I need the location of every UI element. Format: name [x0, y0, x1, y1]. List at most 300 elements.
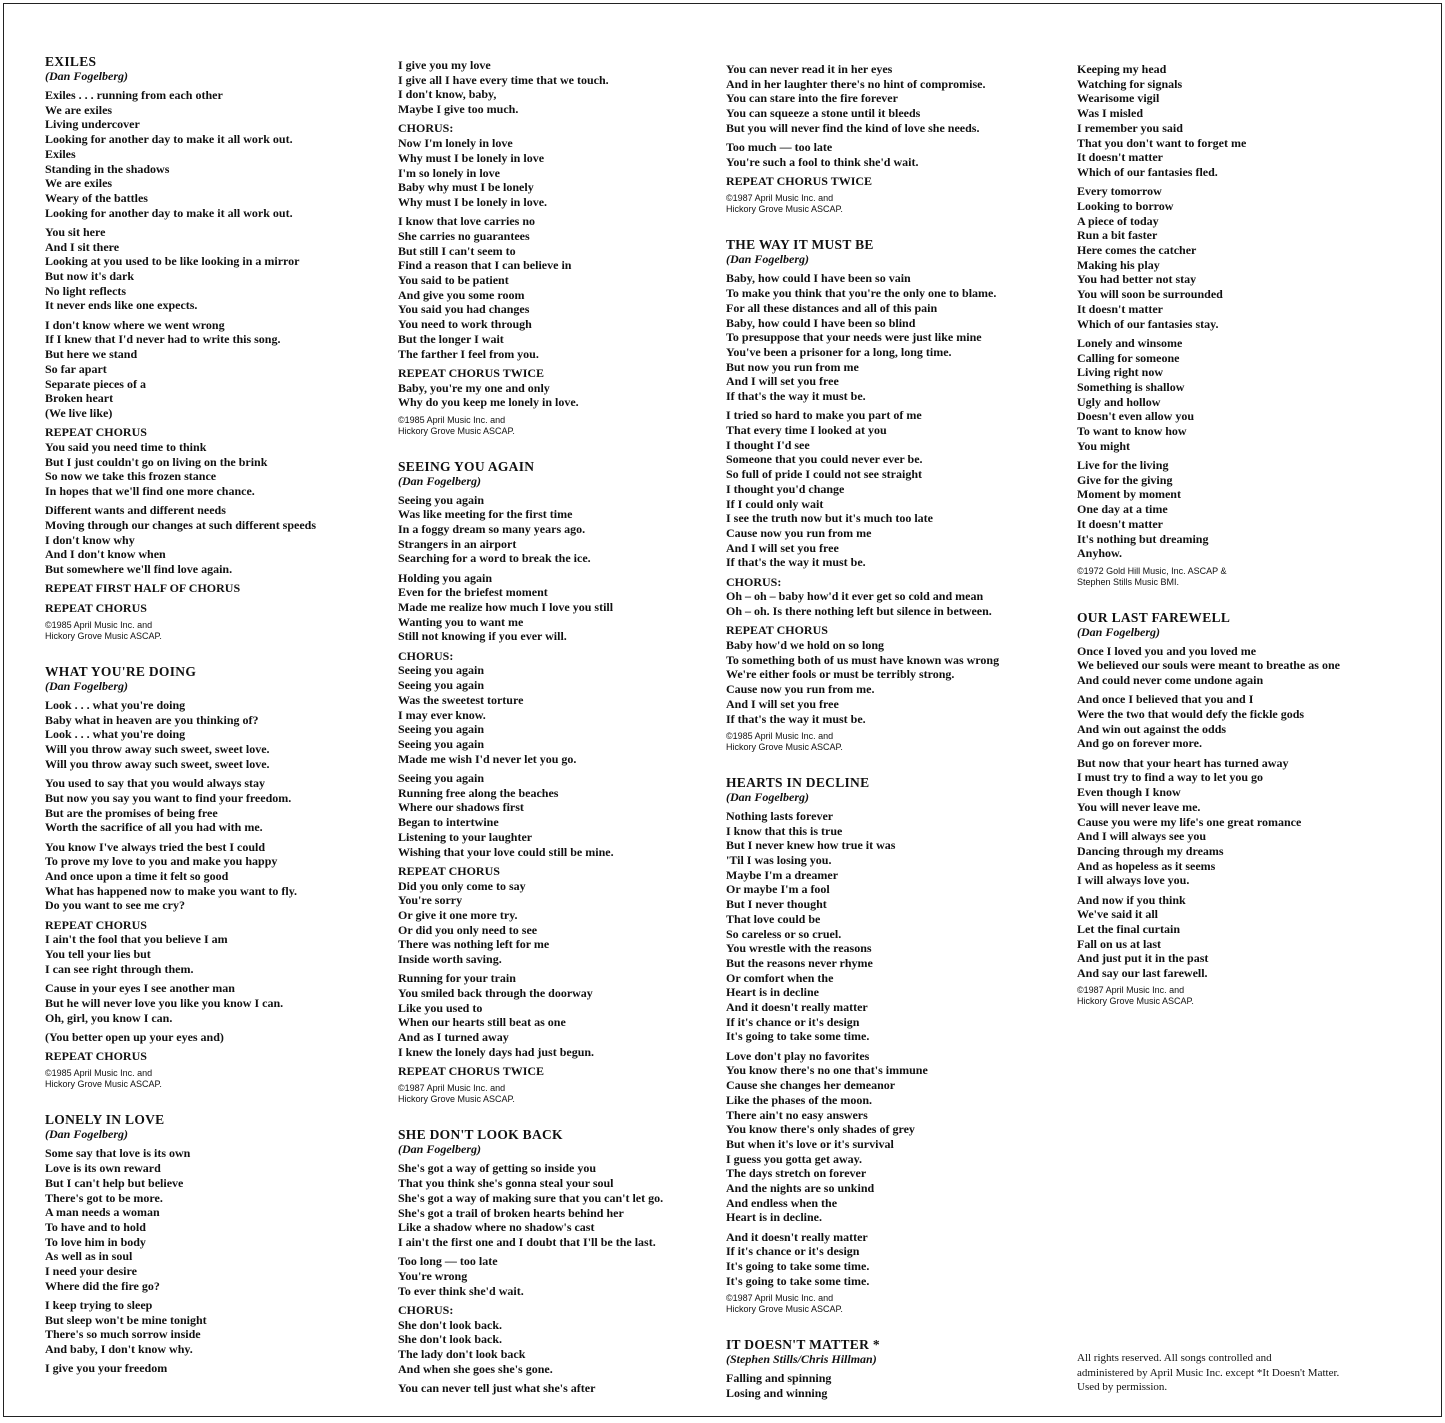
lyric-line: Seeing you again	[398, 492, 485, 507]
lyric-line: And just put it in the past	[1077, 951, 1209, 966]
lyric-line: You know there's only shades of grey	[726, 1122, 915, 1137]
lyric-line: Lonely and winsome	[1077, 335, 1183, 350]
lyric-line: I know that this is true	[726, 823, 843, 838]
lyric-line: Cause now you run from me.	[726, 682, 875, 697]
lyric-line: Baby what in heaven are you thinking of?	[45, 712, 259, 727]
lyric-line: We've said it all	[1077, 907, 1158, 922]
copyright-note	[1077, 566, 1397, 588]
lyric-line: But sleep won't be mine tonight	[45, 1312, 207, 1327]
lyric-line: REPEAT CHORUS	[45, 600, 147, 615]
lyric-line: Did you only come to say	[398, 878, 526, 893]
stanza	[726, 408, 1056, 570]
lyric-line: Why must I be lonely in love	[398, 150, 545, 165]
lyric-line: You said you need time to think	[45, 439, 207, 454]
lyric-line: Wearisome vigil	[1077, 91, 1160, 106]
lyric-line: That love could be	[726, 911, 821, 926]
lyric-line: To something both of us must have known was wrong	[726, 652, 1000, 667]
lyric-line: I can see right through them.	[45, 961, 194, 976]
lyric-line: The lady don't look back	[398, 1347, 526, 1362]
copyright-note	[726, 193, 1056, 215]
lyric-line: CHORUS:	[398, 121, 454, 136]
lyric-line: Let the final curtain	[1077, 922, 1180, 937]
song-block	[398, 58, 718, 437]
lyric-line: And go on forever more.	[1077, 736, 1202, 751]
song-block	[1077, 62, 1397, 588]
copyright-note	[726, 731, 1056, 753]
lyric-line: I know that love carries no	[398, 214, 535, 229]
stanza	[398, 366, 718, 410]
footer-line: All rights reserved. All songs controlled and	[1077, 1352, 1272, 1364]
lyric-line: You're wrong	[398, 1268, 468, 1283]
lyric-line: Watching for signals	[1077, 76, 1183, 91]
lyric-line: You sit here	[45, 224, 106, 239]
lyric-line: We believed our souls were meant to breathe as one	[1077, 658, 1340, 673]
lyric-line: Seeing you again	[398, 678, 485, 693]
lyric-line: And I sit there	[45, 239, 120, 254]
song-title: IT DOESN'T MATTER *	[726, 1337, 880, 1353]
lyric-line: But you will never find the kind of love she needs.	[726, 120, 980, 135]
lyric-line: To ever think she'd wait.	[398, 1283, 524, 1298]
lyric-line: So now we take this frozen stance	[45, 469, 217, 484]
song-title: LONELY IN LOVE	[45, 1112, 165, 1128]
lyric-line: REPEAT CHORUS	[45, 425, 147, 440]
lyric-line: It's going to take some time.	[726, 1029, 870, 1044]
lyric-line: And I will always see you	[1077, 829, 1207, 844]
lyric-line: Will you throw away such sweet, sweet love.	[45, 756, 270, 771]
lyric-line: Still not knowing if you ever will.	[398, 629, 567, 644]
stanza	[726, 174, 1056, 189]
stanza	[726, 271, 1056, 403]
lyric-line: So full of pride I could not see straight	[726, 467, 923, 482]
lyric-line: Listening to your laughter	[398, 829, 533, 844]
lyric-line: Or give it one more try.	[398, 907, 518, 922]
lyric-line: And the nights are so unkind	[726, 1181, 875, 1196]
lyric-line: She's got a way of getting so inside you	[398, 1161, 597, 1176]
lyric-line: I ain't the first one and I doubt that I'll be the last.	[398, 1234, 656, 1249]
lyric-line: Even for the briefest moment	[398, 585, 548, 600]
lyric-line: But now that your heart has turned away	[1077, 755, 1289, 770]
stanza	[398, 864, 718, 967]
lyric-line: Different wants and different needs	[45, 503, 226, 518]
song-block	[45, 1112, 375, 1376]
lyric-line: Once I loved you and you loved me	[1077, 643, 1257, 658]
lyric-line: You used to say that you would always stay	[45, 776, 266, 791]
stanza	[398, 214, 718, 361]
copyright-line: ©1987 April Music Inc. and	[398, 1083, 506, 1094]
lyric-line: But I just couldn't go on living on the brink	[45, 454, 268, 469]
lyric-line: Oh, girl, you know I can.	[45, 1010, 173, 1025]
song-author: (Dan Fogelberg)	[398, 1142, 481, 1157]
lyric-line: She don't look back.	[398, 1332, 503, 1347]
lyric-line: I don't know why	[45, 532, 135, 547]
lyric-line: We are exiles	[45, 102, 113, 117]
lyric-line: Inside worth saving.	[398, 952, 502, 967]
lyric-line: For all these distances and all of this pain	[726, 300, 938, 315]
lyric-line: There's so much sorrow inside	[45, 1327, 201, 1342]
lyric-line: Give for the giving	[1077, 472, 1173, 487]
lyric-line: Holding you again	[398, 570, 493, 585]
lyric-line: You said to be patient	[398, 273, 509, 288]
lyric-line: You know there's no one that's immune	[726, 1063, 928, 1078]
lyric-line: One day at a time	[1077, 502, 1168, 517]
lyric-line: Someone that you could never ever be.	[726, 452, 923, 467]
stanza	[726, 1371, 1056, 1400]
copyright-line: Hickory Grove Music ASCAP.	[45, 1079, 162, 1090]
copyright-line: ©1972 Gold Hill Music, Inc. ASCAP &	[1077, 565, 1227, 576]
lyric-line: So far apart	[45, 361, 107, 376]
lyric-line: CHORUS:	[398, 648, 454, 663]
lyric-line: Was the sweetest torture	[398, 692, 524, 707]
song-block	[726, 775, 1056, 1315]
lyric-line: And say our last farewell.	[1077, 966, 1208, 981]
lyric-line: Something is shallow	[1077, 379, 1185, 394]
lyric-line: But still I can't seem to	[398, 243, 516, 258]
lyrics-column-3	[726, 62, 1056, 1423]
lyric-line: Cause now you run from me	[726, 525, 872, 540]
lyric-line: And I will set you free	[726, 374, 839, 389]
song-block	[398, 459, 718, 1106]
lyric-line: Like you used to	[398, 1000, 483, 1015]
lyric-line: Broken heart	[45, 391, 114, 406]
lyric-line: (You better open up your eyes and)	[45, 1029, 224, 1044]
lyric-line: I need your desire	[45, 1264, 137, 1279]
song-author: (Dan Fogelberg)	[726, 252, 809, 267]
lyric-line: Some say that love is its own	[45, 1146, 191, 1161]
stanza	[45, 776, 375, 835]
lyric-line: I must try to find a way to let you go	[1077, 770, 1263, 785]
lyric-line: Exiles . . . running from each other	[45, 88, 223, 102]
copyright-note	[45, 620, 375, 642]
lyric-line: Baby, you're my one and only	[398, 380, 550, 395]
lyric-line: Heart is in decline.	[726, 1210, 822, 1225]
footer-line: Used by permission.	[1077, 1381, 1168, 1394]
stanza	[398, 121, 718, 209]
lyric-line: But now you say you want to find your freedom.	[45, 790, 292, 805]
stanza	[1077, 184, 1397, 331]
song-title: WHAT YOU'RE DOING	[45, 664, 197, 680]
lyric-line: I don't know where we went wrong	[45, 317, 225, 332]
lyric-line: I give you my love	[398, 58, 491, 72]
stanza	[398, 649, 718, 767]
lyric-line: Were the two that would defy the fickle gods	[1077, 706, 1305, 721]
lyric-line: Standing in the shadows	[45, 161, 170, 176]
lyric-line: To prove my love to you and make you happy	[45, 854, 278, 869]
lyric-line: What has happened now to make you want to fly.	[45, 883, 298, 898]
lyric-line: Separate pieces of a	[45, 376, 146, 391]
lyric-line: I guess you gotta get away.	[726, 1151, 863, 1166]
lyric-line: Love is its own reward	[45, 1161, 161, 1176]
stanza	[45, 1146, 375, 1293]
song-block	[398, 1127, 718, 1395]
lyric-line: Will you throw away such sweet, sweet love.	[45, 742, 270, 757]
lyric-line: Live for the living	[1077, 458, 1169, 473]
lyric-line: I thought I'd see	[726, 437, 810, 452]
lyric-line: We are exiles	[45, 176, 113, 191]
song-block	[45, 54, 375, 642]
lyric-line: And I don't know when	[45, 547, 166, 562]
lyric-line: But here we stand	[45, 347, 138, 362]
lyric-line: If it's chance or it's design	[726, 1014, 860, 1029]
lyric-line: Losing and winning	[726, 1385, 828, 1400]
stanza	[1077, 336, 1397, 454]
song-author: (Dan Fogelberg)	[398, 473, 481, 488]
lyric-line: That every time I looked at you	[726, 423, 887, 438]
lyric-line: You've been a prisoner for a long, long time.	[726, 344, 952, 359]
lyric-line: 'Til I was losing you.	[726, 852, 832, 867]
lyric-line: REPEAT CHORUS TWICE	[398, 365, 545, 380]
lyric-line: She's got a way of making sure that you can't let go.	[398, 1190, 664, 1205]
lyric-line: The days stretch on forever	[726, 1166, 867, 1181]
stanza	[398, 1381, 718, 1396]
lyric-line: And I will set you free	[726, 540, 839, 555]
stanza	[45, 1361, 375, 1376]
lyric-line: And in her laughter there's no hint of compromise.	[726, 76, 986, 91]
lyric-line: But I never thought	[726, 897, 827, 912]
lyric-line: Falling and spinning	[726, 1371, 832, 1386]
lyric-line: And once I believed that you and I	[1077, 692, 1254, 707]
lyric-line: And as hopeless as it seems	[1077, 858, 1216, 873]
stanza	[398, 1254, 718, 1298]
lyric-line: Wishing that your love could still be mine.	[398, 844, 614, 859]
lyric-line: Or comfort when the	[726, 970, 834, 985]
song-title: SEEING YOU AGAIN	[398, 458, 535, 474]
lyric-line: And win out against the odds	[1077, 721, 1227, 736]
stanza	[45, 1049, 375, 1064]
lyric-line: Do you want to see me cry?	[45, 898, 185, 913]
lyric-line: You wrestle with the reasons	[726, 941, 872, 956]
lyric-line: Made me wish I'd never let you go.	[398, 751, 577, 766]
lyric-line: It doesn't matter	[1077, 301, 1163, 316]
lyric-line: You had better not stay	[1077, 272, 1197, 287]
lyric-line: Strangers in an airport	[398, 536, 517, 551]
lyric-line: Or maybe I'm a fool	[726, 882, 830, 897]
lyric-line: And as I turned away	[398, 1030, 509, 1045]
lyric-line: Oh – oh – baby how'd it ever get so cold and mean	[726, 589, 984, 604]
lyric-line: Weary of the battles	[45, 190, 148, 205]
lyric-line: And it doesn't really matter	[726, 1229, 868, 1244]
lyric-line: Even though I know	[1077, 785, 1181, 800]
lyric-line: Made me realize how much I love you still	[398, 600, 614, 615]
song-title: OUR LAST FAREWELL	[1077, 609, 1231, 625]
lyric-line: If that's the way it must be.	[726, 711, 866, 726]
stanza	[45, 981, 375, 1025]
lyric-line: I tried so hard to make you part of me	[726, 408, 922, 423]
stanza	[45, 698, 375, 772]
lyric-line: Where our shadows first	[398, 800, 524, 815]
lyric-line: REPEAT FIRST HALF OF CHORUS	[45, 581, 241, 596]
song-block	[726, 237, 1056, 752]
lyric-line: You need to work through	[398, 317, 532, 332]
lyric-line: Doesn't even allow you	[1077, 409, 1194, 424]
lyric-line: You might	[1077, 438, 1131, 453]
lyric-line: And once upon a time it felt so good	[45, 868, 229, 883]
stanza	[45, 601, 375, 616]
lyric-line: Cause in your eyes I see another man	[45, 981, 235, 996]
lyric-line: That you don't want to forget me	[1077, 135, 1247, 150]
lyric-line: Wanting you to want me	[398, 614, 524, 629]
lyric-line: Baby why must I be lonely	[398, 180, 534, 195]
lyric-line: I'm so lonely in love	[398, 165, 501, 180]
stanza	[45, 840, 375, 914]
song-block	[45, 664, 375, 1090]
lyric-line: You're sorry	[398, 893, 463, 908]
lyric-line: It doesn't matter	[1077, 150, 1163, 165]
lyric-line: No light reflects	[45, 283, 127, 298]
copyright-line: ©1987 April Music Inc. and	[1077, 985, 1185, 996]
lyric-line: And when she goes she's gone.	[398, 1361, 553, 1376]
lyric-line: Baby how'd we hold on so long	[726, 638, 885, 653]
lyric-line: Baby, how could I have been so vain	[726, 271, 911, 286]
copyright-line: ©1987 April Music Inc. and	[726, 193, 834, 204]
lyric-line: It's nothing but dreaming	[1077, 531, 1209, 546]
copyright-line: ©1985 April Music Inc. and	[45, 1068, 153, 1079]
lyric-line: Too much — too late	[726, 140, 833, 155]
stanza	[726, 623, 1056, 726]
copyright-note	[45, 1068, 375, 1090]
stanza	[726, 809, 1056, 1044]
lyric-line: Living right now	[1077, 365, 1164, 380]
lyric-line: Fall on us at last	[1077, 936, 1162, 951]
lyric-line: It doesn't matter	[1077, 516, 1163, 531]
lyric-line: To want to know how	[1077, 424, 1187, 439]
lyric-line: To love him in body	[45, 1234, 146, 1249]
stanza	[398, 58, 718, 117]
copyright-line: ©1987 April Music Inc. and	[726, 1293, 834, 1304]
lyric-line: Looking for another day to make it all work out.	[45, 132, 293, 147]
stanza	[398, 571, 718, 645]
lyric-line: You can never tell just what she's after	[398, 1381, 596, 1396]
lyric-line: Keeping my head	[1077, 62, 1167, 76]
lyric-line: But he will never love you like you know I can.	[45, 995, 284, 1010]
lyric-line: REPEAT CHORUS	[398, 863, 500, 878]
lyric-line: That you think she's gonna steal your soul	[398, 1176, 614, 1191]
lyric-line: You can stare into the fire forever	[726, 91, 898, 106]
song-author: (Stephen Stills/Chris Hillman)	[726, 1352, 877, 1367]
lyric-line: But are the promises of being free	[45, 805, 218, 820]
lyric-line: And it doesn't really matter	[726, 1000, 868, 1015]
lyric-line: I don't know, baby,	[398, 87, 497, 102]
stanza	[1077, 893, 1397, 981]
copyright-line: Hickory Grove Music ASCAP.	[1077, 996, 1194, 1007]
lyric-line: You said you had changes	[398, 302, 530, 317]
lyric-line: Anyhow.	[1077, 546, 1123, 561]
lyric-line: You're such a fool to think she'd wait.	[726, 154, 919, 169]
stanza	[726, 1049, 1056, 1225]
lyric-line: Searching for a word to break the ice.	[398, 551, 591, 566]
stanza	[398, 771, 718, 859]
stanza	[398, 1064, 718, 1079]
lyric-line: Look . . . what you're doing	[45, 698, 186, 713]
lyric-line: Maybe I give too much.	[398, 102, 519, 117]
lyric-line: There's got to be more.	[45, 1190, 163, 1205]
lyric-line: Too long — too late	[398, 1254, 498, 1269]
lyric-line: Heart is in decline	[726, 985, 819, 1000]
copyright-line: Hickory Grove Music ASCAP.	[398, 1094, 515, 1105]
lyric-line: Nothing lasts forever	[726, 808, 834, 823]
stanza	[1077, 458, 1397, 561]
lyric-line: Making his play	[1077, 257, 1160, 272]
lyric-line: (We live like)	[45, 405, 113, 420]
lyric-line: Began to intertwine	[398, 815, 499, 830]
stanza	[45, 225, 375, 313]
lyric-line: But now it's dark	[45, 269, 135, 284]
lyric-line: And baby, I don't know why.	[45, 1342, 193, 1357]
lyric-line: A piece of today	[1077, 213, 1159, 228]
lyric-line: She carries no guarantees	[398, 228, 530, 243]
lyric-line: I will always love you.	[1077, 873, 1190, 888]
lyric-line: But when it's love or it's survival	[726, 1136, 894, 1151]
lyric-line: And give you some room	[398, 287, 525, 302]
lyric-line: Cause she changes her demeanor	[726, 1078, 896, 1093]
lyric-line: Which of our fantasies stay.	[1077, 316, 1219, 331]
lyric-line: I thought you'd change	[726, 481, 845, 496]
lyric-line: If I could only wait	[726, 496, 824, 511]
copyright-line: ©1985 April Music Inc. and	[726, 730, 834, 741]
rights-footer	[1077, 1351, 1407, 1395]
lyric-line: It never ends like one expects.	[45, 298, 198, 313]
lyrics-column-1	[45, 54, 375, 1398]
stanza	[726, 575, 1056, 619]
lyric-line: I may ever know.	[398, 707, 486, 722]
lyric-line: CHORUS:	[726, 574, 782, 589]
lyric-line: REPEAT CHORUS TWICE	[398, 1064, 545, 1079]
lyric-line: I ain't the fool that you believe I am	[45, 932, 228, 947]
lyric-line: You know I've always tried the best I could	[45, 839, 266, 854]
stanza	[398, 971, 718, 1059]
lyric-line: Seeing you again	[398, 736, 485, 751]
lyric-line: So careless or so cruel.	[726, 926, 842, 941]
lyric-line: Seeing you again	[398, 770, 485, 785]
lyric-line: I see the truth now but it's much too late	[726, 511, 933, 526]
stanza	[45, 1298, 375, 1357]
stanza	[45, 1030, 375, 1045]
lyric-line: And I will set you free	[726, 696, 839, 711]
stanza	[1077, 756, 1397, 888]
lyric-line: In a foggy dream so many years ago.	[398, 521, 586, 536]
copyright-note	[398, 415, 718, 437]
copyright-line: Hickory Grove Music ASCAP.	[398, 425, 515, 436]
lyric-line: But somewhere we'll find love again.	[45, 562, 233, 577]
stanza	[726, 140, 1056, 169]
lyric-line: Now I'm lonely in love	[398, 136, 513, 151]
song-block	[1077, 610, 1397, 1008]
lyric-line: To have and to hold	[45, 1219, 146, 1234]
lyric-line: You will never leave me.	[1077, 799, 1201, 814]
lyric-line: Ugly and hollow	[1077, 394, 1161, 409]
song-author: (Dan Fogelberg)	[1077, 624, 1160, 639]
lyric-line: There ain't no easy answers	[726, 1107, 868, 1122]
lyric-line: If I knew that I'd never had to write this song.	[45, 332, 281, 347]
lyric-line: Looking at you used to be like looking in a mirror	[45, 254, 300, 269]
copyright-line: ©1985 April Music Inc. and	[398, 414, 506, 425]
stanza	[398, 1161, 718, 1249]
lyric-line: It's going to take some time.	[726, 1259, 870, 1274]
lyric-line: And endless when the	[726, 1195, 838, 1210]
lyric-line: REPEAT CHORUS TWICE	[726, 174, 873, 189]
lyric-line: Every tomorrow	[1077, 184, 1162, 199]
lyric-line: You will soon be surrounded	[1077, 287, 1223, 302]
lyric-line: REPEAT CHORUS	[45, 1049, 147, 1064]
stanza	[726, 1230, 1056, 1289]
lyric-line: But the reasons never rhyme	[726, 955, 873, 970]
copyright-line: Hickory Grove Music ASCAP.	[45, 631, 162, 642]
lyric-line: Maybe I'm a dreamer	[726, 867, 839, 882]
song-author: (Dan Fogelberg)	[45, 679, 128, 694]
lyric-line: But the longer I wait	[398, 331, 504, 346]
lyric-line: Love don't play no favorites	[726, 1048, 870, 1063]
lyric-line: REPEAT CHORUS	[45, 917, 147, 932]
lyric-line: Like the phases of the moon.	[726, 1092, 873, 1107]
